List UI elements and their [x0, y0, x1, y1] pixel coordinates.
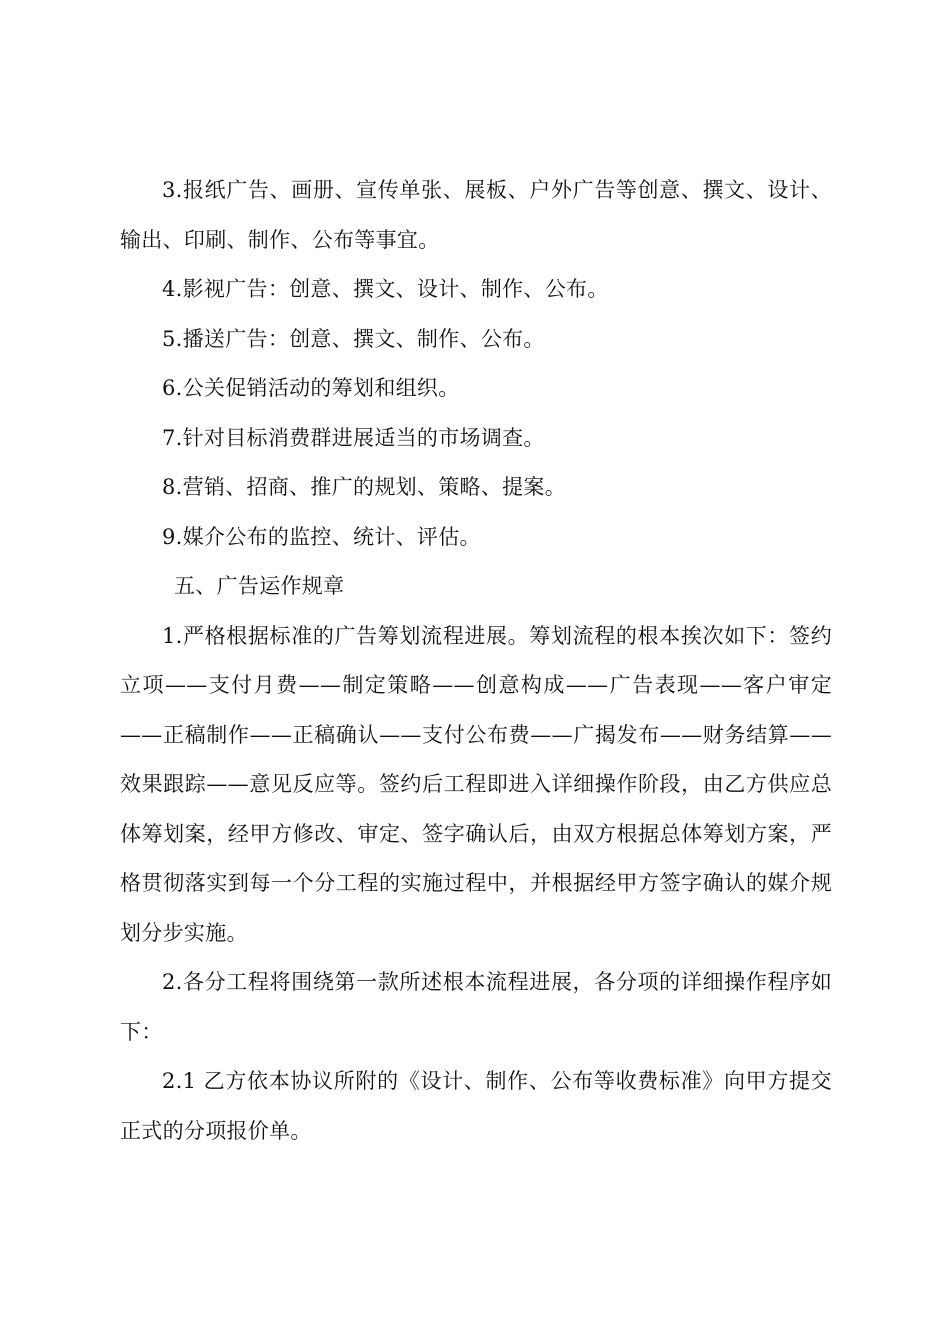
item-5-broadcast-ads: 5.播送广告：创意、撰文、制作、公布。	[162, 326, 545, 351]
item-3-print-ads: 3.报纸广告、画册、宣传单张、展板、户外广告等创意、撰文、设计、输出、印刷、制作、公布等事宜。	[120, 178, 832, 252]
rule-2-1-quotation: 2.1 乙方依本协议所附的《设计、制作、公布等收费标准》向甲方提交正式的分项报价单。	[120, 1069, 832, 1143]
item-8-marketing-planning: 8.营销、招商、推广的规划、策略、提案。	[162, 475, 567, 499]
section-5-heading: 五、广告运作规章	[174, 574, 345, 598]
item-7-market-research: 7.针对目标消费群进展适当的市场调查。	[162, 425, 545, 450]
rule-1-planning-process: 1.严格根据标准的广告筹划流程进展。筹划流程的根本挨次如下：签约立项——支付月费——制定策略——创意构成——广告表现——客户审定——正稿制作——正稿确认——支付公布费——广揭发布——财务结算——效果跟踪——意见反应等。签约后工程即进入详细操作阶段，由乙方供应总体筹划案，经甲方修改、审定、签字确认后，由双方根据总体筹划方案，严格贯彻落实到每一个分工程的实施过程中，并根据经甲方签字确认的媒介规划分步实施。	[120, 623, 832, 945]
document-page	[120, 166, 832, 1156]
item-9-media-monitoring: 9.媒介公布的监控、统计、评估。	[162, 524, 481, 549]
item-6-pr-promotion: 6.公关促销活动的筹划和组织。	[162, 376, 460, 400]
item-4-video-ads: 4.影视广告：创意、撰文、设计、制作、公布。	[162, 277, 609, 301]
rule-2-sub-projects: 2.各分工程将围绕第一款所述根本流程进展，各分项的详细操作程序如下：	[120, 970, 832, 1044]
